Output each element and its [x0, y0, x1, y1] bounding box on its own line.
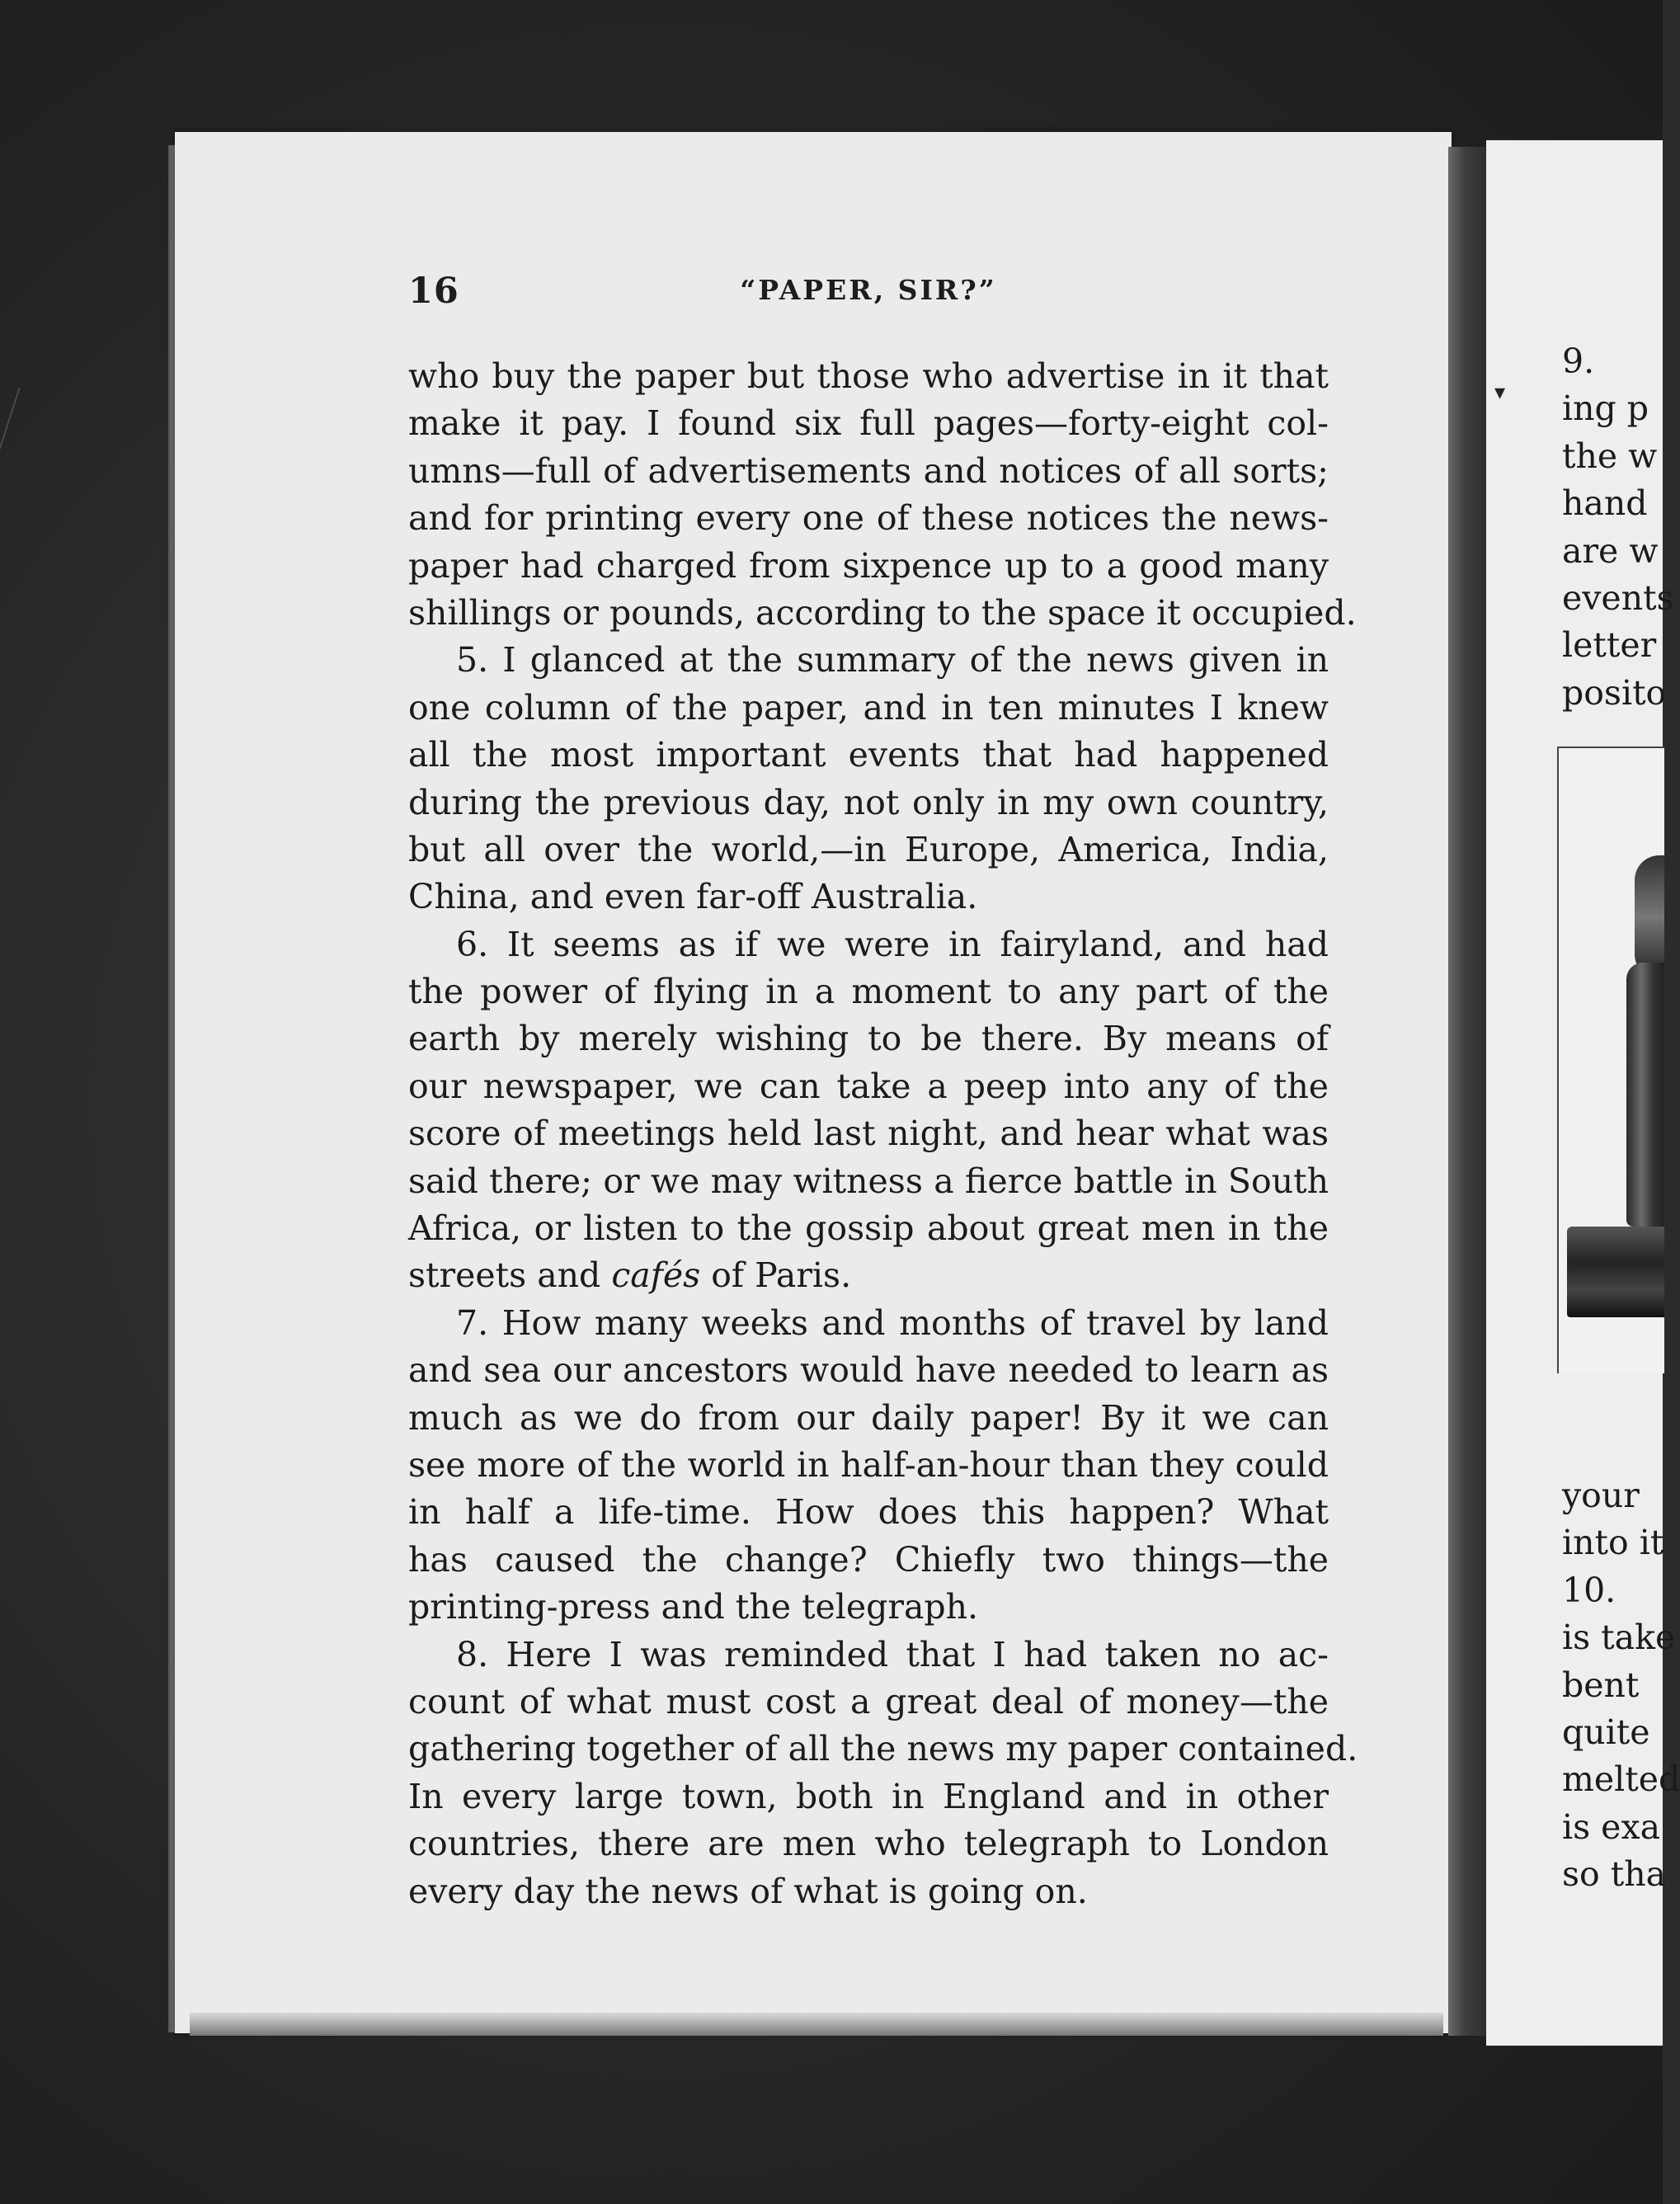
text-line: shillings or pounds, according to the space it occupied.: [408, 592, 1357, 633]
text-line: countries, there are men who telegraph to London: [408, 1824, 1329, 1864]
text-line: said there; or we may witness a fierce battle in South: [408, 1161, 1329, 1201]
text-line: paper had charged from sixpence up to a good many: [408, 545, 1329, 586]
right-text-line: is take: [1562, 1618, 1676, 1658]
right-text-line: is exa: [1562, 1806, 1661, 1847]
press-illustration-base: [1567, 1227, 1664, 1317]
text-line: and sea our ancestors would have needed to learn as: [408, 1350, 1329, 1391]
text-line: in half a life-time. How does this happen? What: [408, 1492, 1329, 1533]
right-text-line: into it: [1562, 1523, 1664, 1563]
margin-mark: ▾: [1494, 380, 1506, 405]
text-line: score of meetings held last night, and hear what was: [408, 1114, 1329, 1154]
running-head: “PAPER, SIR?”: [740, 274, 997, 306]
right-text-line: events: [1562, 577, 1674, 618]
text-line: streets and cafés of Paris.: [408, 1255, 852, 1296]
text-line: much as we do from our daily paper! By it we can: [408, 1397, 1329, 1438]
right-text-line: melted: [1562, 1759, 1680, 1800]
text-line: see more of the world in half-an-hour than they could: [408, 1444, 1329, 1485]
press-illustration: [1557, 746, 1664, 1373]
right-page-text-bottom: [1562, 1472, 1680, 1899]
page-number: 16: [408, 271, 459, 312]
text-line: China, and even far-off Australia.: [408, 877, 978, 917]
text-line: Africa, or listen to the gossip about great men in the: [408, 1208, 1329, 1249]
press-illustration-top: [1635, 855, 1664, 979]
right-text-line: quite: [1562, 1712, 1650, 1752]
right-text-line: are w: [1562, 530, 1659, 571]
text-line: 7. How many weeks and months of travel by land: [456, 1302, 1329, 1343]
right-text-line: 9.: [1562, 341, 1595, 381]
right-text-line: bent: [1562, 1665, 1640, 1705]
text-line: has caused the change? Chiefly two things—the: [408, 1539, 1329, 1580]
text-line: the power of flying in a moment to any part of the: [408, 972, 1329, 1012]
body-text: [408, 353, 1358, 1915]
right-text-line: your: [1562, 1476, 1640, 1515]
page-header: [408, 271, 1329, 320]
right-text-line: 10.: [1562, 1570, 1616, 1610]
left-page-bottom-edge: [190, 2013, 1443, 2036]
text-line: umns—full of advertisements and notices of all sorts;: [408, 450, 1329, 491]
right-text-line: posito: [1562, 672, 1667, 713]
right-text-line: letter: [1562, 625, 1657, 666]
text-line: but all over the world,—in Europe, America, India,: [408, 829, 1329, 869]
text-line: make it pay. I found six full pages—forty-eight col-: [408, 403, 1329, 444]
text-line: and for printing every one of these notices the news-: [408, 498, 1329, 539]
right-text-line: ing p: [1562, 389, 1649, 429]
text-line: during the previous day, not only in my own country,: [408, 782, 1329, 822]
right-page-text-top: [1562, 338, 1674, 717]
right-text-line: hand: [1562, 483, 1648, 524]
text-line: 6. It seems as if we were in fairyland, and had: [456, 924, 1329, 964]
book-gutter: [1448, 147, 1489, 2036]
text-line: In every large town, both in England and in other: [408, 1776, 1329, 1816]
text-line: count of what must cost a great deal of money—the: [408, 1681, 1329, 1721]
text-line: printing-press and the telegraph.: [408, 1587, 979, 1627]
text-line: 8. Here I was reminded that I had taken no ac-: [456, 1634, 1329, 1674]
text-line: who buy the paper but those who advertise in it that: [408, 356, 1329, 396]
press-illustration-column: [1626, 963, 1664, 1227]
right-text-line: so tha: [1562, 1854, 1667, 1895]
text-line: all the most important events that had happened: [408, 735, 1329, 775]
text-line: every day the news of what is going on.: [408, 1871, 1088, 1911]
text-line: one column of the paper, and in ten minutes I knew: [408, 687, 1329, 728]
text-line: gathering together of all the news my paper contained.: [408, 1729, 1358, 1769]
text-line: 5. I glanced at the summary of the news given in: [456, 640, 1329, 681]
text-line: earth by merely wishing to be there. By means of: [408, 1019, 1329, 1059]
right-text-line: the w: [1562, 436, 1658, 476]
text-line: our newspaper, we can take a peep into any of the: [408, 1066, 1329, 1106]
